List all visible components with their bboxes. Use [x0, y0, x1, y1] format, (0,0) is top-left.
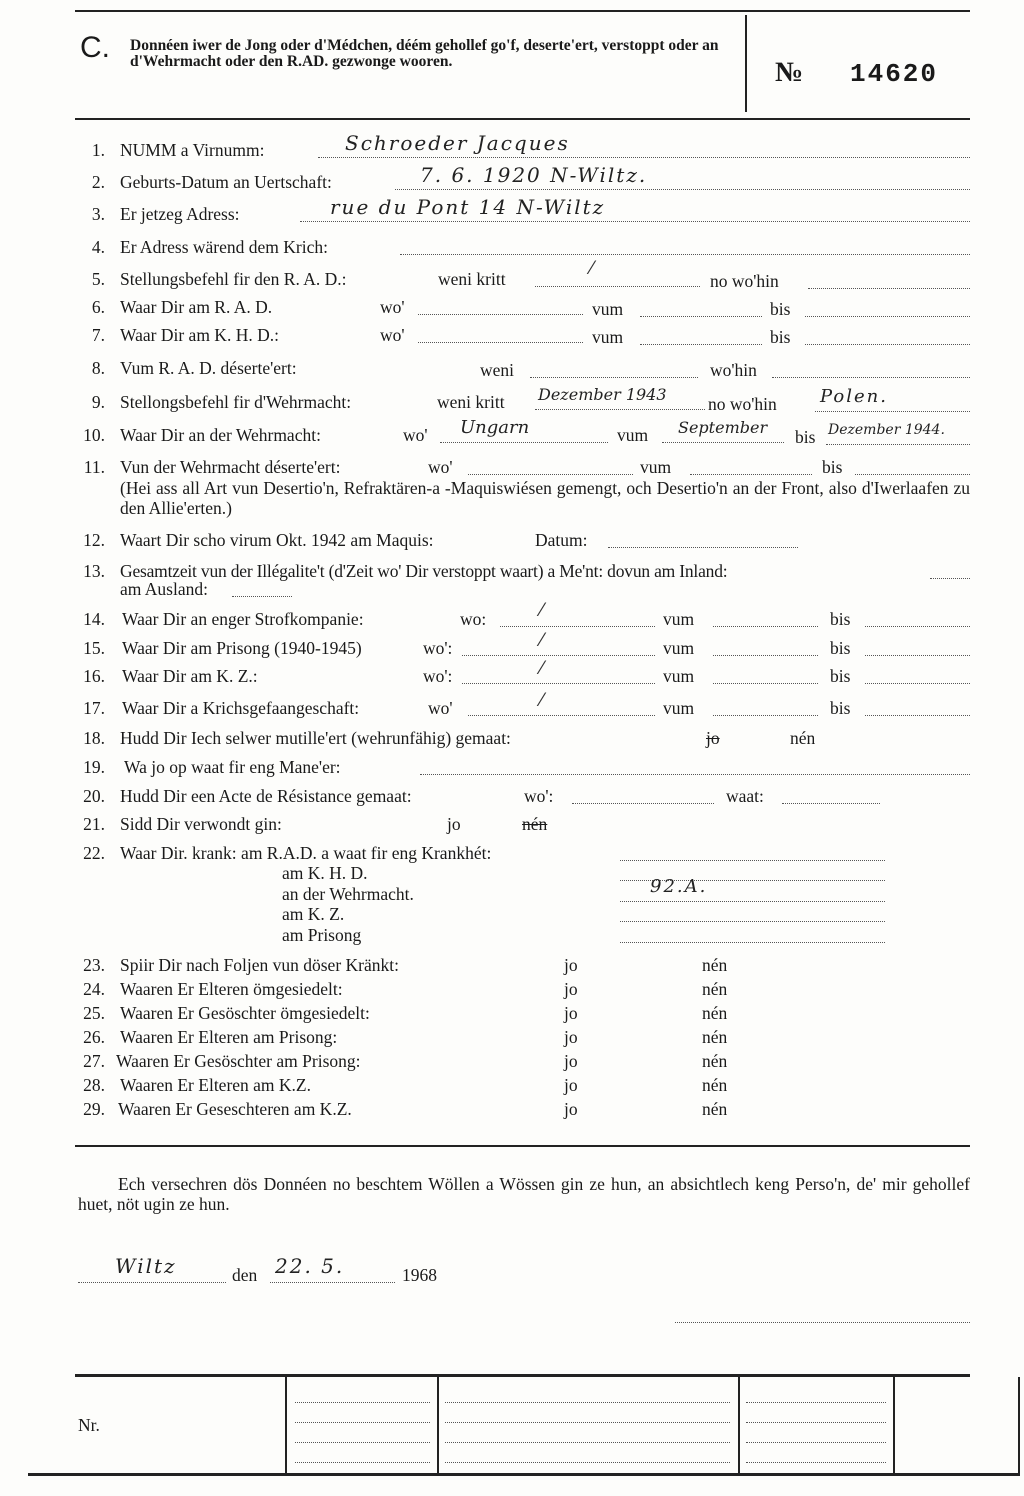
declaration-text: Ech versechren dös Donnéen no beschtem Wöllen a Wössen gin ze hun, an absichtlech keng Perso'n, de' mir gehollef huet, nöt ugin ze hun. [78, 1174, 970, 1214]
option-no[interactable]: nén [702, 1099, 728, 1119]
option-no[interactable]: nén [702, 955, 728, 975]
field[interactable] [608, 530, 798, 548]
table-divider [1018, 1377, 1020, 1475]
row-label: wo' [428, 457, 453, 477]
field[interactable] [713, 666, 818, 684]
row-label: am Prisong [282, 925, 362, 945]
row-label: Spiir Dir nach Foljen vun döser Kränkt: [120, 955, 399, 975]
row-number: 10. [83, 425, 105, 445]
row-number: 16. [83, 666, 105, 686]
table-field[interactable] [295, 1425, 430, 1443]
row-number: 7. [91, 325, 105, 345]
option-no[interactable]: nén [702, 1075, 728, 1095]
field[interactable] [620, 843, 885, 861]
row-number: 12. [83, 530, 105, 550]
handwritten-value: Polen. [820, 386, 888, 407]
option-yes[interactable]: jo [706, 728, 720, 748]
handwritten-value: Dezember 1944. [828, 422, 945, 438]
dash-mark: ⁄ [590, 258, 594, 279]
row-label: Waar Dir am K. Z.: [122, 666, 258, 686]
row-label: Waar Dir. krank: am R.A.D. a waat fir eng Krankhét: [120, 843, 492, 863]
field[interactable] [418, 325, 583, 343]
row-label: Datum: [535, 530, 588, 550]
row-number: 13. [83, 561, 105, 581]
war-address-field[interactable] [400, 237, 970, 255]
row-label: Waar Dir an der Wehrmacht: [120, 425, 321, 445]
row-label: bis [795, 427, 816, 447]
option-no[interactable]: nén [702, 1003, 728, 1023]
field[interactable] [855, 457, 970, 475]
option-no[interactable]: nén [522, 814, 548, 834]
row-number: 5. [91, 269, 105, 289]
handwritten-value: Ungarn [460, 417, 530, 438]
row-label: weni [480, 360, 515, 380]
dash-mark: ⁄ [540, 600, 544, 621]
row-label: am K. H. D. [282, 863, 368, 883]
row-number: 20. [83, 786, 105, 806]
row-label: Waar Dir am Prisong (1940-1945) [122, 638, 362, 658]
row-label: Wa jo op waat fir eng Mane'er: [124, 757, 341, 777]
row-label: Waaren Er Geseschteren am K.Z. [118, 1099, 352, 1119]
field[interactable] [690, 457, 812, 475]
row-number: 8. [91, 358, 105, 378]
row-label: vum [663, 609, 695, 629]
field[interactable] [640, 327, 762, 345]
option-no[interactable]: nén [702, 979, 728, 999]
field[interactable] [782, 786, 880, 804]
row-label: weni kritt [438, 269, 506, 289]
table-bottom-rule [28, 1473, 1020, 1476]
row-label: no wo'hin [710, 271, 779, 291]
option-yes[interactable]: jo [564, 955, 578, 975]
row-label: bis [830, 666, 851, 686]
row-label: vum [663, 698, 695, 718]
row-label: Waart Dir scho virum Okt. 1942 am Maquis: [120, 530, 434, 550]
option-yes[interactable]: jo [447, 814, 461, 834]
field[interactable] [930, 561, 970, 579]
field[interactable] [865, 666, 970, 684]
option-yes[interactable]: jo [564, 1027, 578, 1047]
section-letter: C. [80, 31, 110, 64]
date-value: 22. 5. [275, 1254, 345, 1278]
header-text: Donnéen iwer de Jong oder d'Médchen, déém gehollef go'f, deserte'ert, verstoppt oder an d'Wehrmacht oder den R.AD. gezwonge wooren. [130, 37, 719, 70]
option-no[interactable]: nén [790, 728, 816, 748]
section-rule [75, 1145, 970, 1147]
field[interactable] [865, 638, 970, 656]
option-yes[interactable]: jo [564, 1003, 578, 1023]
row-label: vum [663, 638, 695, 658]
row-label: am Ausland: [120, 579, 208, 599]
table-field[interactable] [445, 1405, 730, 1423]
field[interactable] [772, 360, 970, 378]
row-label: Waaren Er Gesöschter ömgesiedelt: [120, 1003, 370, 1023]
row-number: 17. [83, 698, 105, 718]
option-yes[interactable]: jo [564, 1051, 578, 1071]
row-label: Waaren Er Gesöschter am Prisong: [116, 1051, 361, 1071]
row-label: wo': [423, 638, 453, 658]
header-rule [75, 118, 970, 120]
row-label: Waaren Er Elteren am Prisong: [120, 1027, 338, 1047]
top-rule [75, 10, 970, 12]
row-number: 4. [91, 237, 105, 257]
table-field[interactable] [295, 1385, 430, 1403]
row-label: Waar Dir an enger Strofkompanie: [122, 609, 364, 629]
field[interactable] [462, 666, 655, 684]
row-label: wo': [423, 666, 453, 686]
field[interactable] [572, 786, 714, 804]
year-label: 1968 [402, 1265, 437, 1285]
row-number: 3. [91, 204, 105, 224]
row-label: Waar Dir a Krichsgefaangeschaft: [122, 698, 360, 718]
field[interactable] [620, 925, 885, 943]
row-number: 29. [83, 1099, 105, 1119]
option-yes[interactable]: jo [564, 979, 578, 999]
table-field[interactable] [295, 1405, 430, 1423]
name-value: Schroeder Jacques [345, 131, 570, 155]
row-label: bis [830, 638, 851, 658]
option-no[interactable]: nén [702, 1051, 728, 1071]
row-number: 6. [91, 297, 105, 317]
row-label: vum [592, 327, 624, 347]
row-number: 28. [83, 1075, 105, 1095]
row-label: Stellungsbefehl fir den R. A. D.: [120, 269, 347, 289]
field[interactable] [500, 609, 655, 627]
field[interactable] [620, 904, 885, 922]
nr-label: Nr. [78, 1415, 100, 1435]
field[interactable] [420, 757, 970, 775]
field[interactable] [468, 698, 655, 716]
den-label: den [232, 1265, 258, 1285]
row-label: wo'hin [710, 360, 757, 380]
row-number: 14. [83, 609, 105, 629]
table-top-rule [75, 1374, 970, 1377]
handwritten-value: 92.A. [650, 876, 708, 897]
table-divider [437, 1377, 439, 1473]
row-label: Sidd Dir verwondt gin: [120, 814, 282, 834]
row-number: 27. [83, 1051, 105, 1071]
field[interactable] [713, 638, 818, 656]
row-label: waat: [726, 786, 764, 806]
table-field[interactable] [445, 1385, 730, 1403]
table-divider [893, 1377, 895, 1473]
rad-when-field[interactable] [535, 269, 700, 287]
field[interactable] [805, 299, 970, 317]
row-number: 15. [83, 638, 105, 658]
option-yes[interactable]: jo [564, 1099, 578, 1119]
row-number: 11. [83, 457, 105, 477]
row-label: Waaren Er Elteren ömgesiedelt: [120, 979, 343, 999]
row-number: 2. [91, 172, 105, 192]
row-label: an der Wehrmacht. [282, 884, 414, 904]
row-label: Vun der Wehrmacht déserte'ert: [120, 457, 341, 477]
table-divider [285, 1377, 287, 1473]
dash-mark: ⁄ [540, 658, 544, 679]
birth-value: 7. 6. 1920 N-Wiltz. [420, 163, 648, 187]
row-label: Hudd Dir een Acte de Résistance gemaat: [120, 786, 412, 806]
row-label: bis [822, 457, 843, 477]
field[interactable] [865, 698, 970, 716]
row-label: am K. Z. [282, 904, 345, 924]
field[interactable] [640, 299, 762, 317]
handwritten-value: September [678, 418, 768, 437]
row-label: Waaren Er Elteren am K.Z. [120, 1075, 311, 1095]
row-label: wo' [380, 297, 405, 317]
row-number: 23. [83, 955, 105, 975]
row-label: Waar Dir am R. A. D. [120, 297, 273, 317]
handwritten-value: Dezember 1943 [538, 385, 667, 404]
rad-where-field[interactable] [808, 271, 970, 289]
dash-mark: ⁄ [540, 630, 544, 651]
row-number: 19. [83, 757, 105, 777]
row-label: Gesamtzeit vun der Illégalite't (d'Zeit wo' Dir verstoppt waart) a Me'nt: dovun am Inland: [120, 561, 728, 581]
table-field[interactable] [445, 1445, 730, 1463]
desertion-note: (Hei ass all Art vun Desertio'n, Refraktären-a -Maquiswiésen gemengt, och Desertio'n an der Front, also d'Iwerlaafen zu den Allie'erten.) [120, 478, 970, 518]
signature-field[interactable] [675, 1305, 970, 1323]
row-label: no wo'hin [708, 394, 777, 414]
option-yes[interactable]: jo [564, 1075, 578, 1095]
row-number: 21. [83, 814, 105, 834]
row-label: bis [770, 327, 791, 347]
table-field[interactable] [746, 1405, 886, 1423]
row-number: 1. [91, 140, 105, 160]
field[interactable] [418, 297, 583, 315]
war-address-label: Er Adress wärend dem Krich: [120, 237, 328, 257]
row-number: 25. [83, 1003, 105, 1023]
field[interactable] [805, 327, 970, 345]
table-field[interactable] [746, 1425, 886, 1443]
field[interactable] [713, 609, 818, 627]
row-label: bis [770, 299, 791, 319]
row-label: wo: [460, 609, 487, 629]
row-label: Vum R. A. D. déserte'ert: [120, 358, 297, 378]
row-label: Waar Dir am K. H. D.: [120, 325, 279, 345]
row-label: Hudd Dir Iech selwer mutille'ert (wehrunfähig) gemaat: [120, 728, 511, 748]
row-label: vum [592, 299, 624, 319]
birth-label: Geburts-Datum an Uertschaft: [120, 172, 332, 192]
row-label: Stellongsbefehl fir d'Wehrmacht: [120, 392, 352, 412]
row-label: vum [663, 666, 695, 686]
option-no[interactable]: nén [702, 1027, 728, 1047]
row-label: vum [617, 425, 649, 445]
field[interactable] [462, 638, 655, 656]
row-number: 18. [83, 728, 105, 748]
row-number: 24. [83, 979, 105, 999]
row-number: 22. [83, 843, 105, 863]
number-sign: № [775, 57, 804, 88]
form-number: 14620 [850, 59, 939, 89]
name-label: NUMM a Virnumm: [120, 140, 265, 160]
table-field[interactable] [746, 1385, 886, 1403]
row-label: wo' [380, 325, 405, 345]
row-number: 9. [91, 392, 105, 412]
address-label: Er jetzeg Adress: [120, 204, 240, 224]
place-value: Wiltz [115, 1254, 177, 1278]
table-field[interactable] [295, 1445, 430, 1463]
field[interactable] [713, 698, 818, 716]
row-label: wo' [403, 425, 428, 445]
address-value: rue du Pont 14 N-Wiltz [330, 195, 606, 219]
field[interactable] [468, 457, 633, 475]
dash-mark: ⁄ [540, 690, 544, 711]
header-divider [745, 15, 747, 112]
field[interactable] [530, 360, 698, 378]
table-field[interactable] [445, 1425, 730, 1443]
row-label: vum [640, 457, 672, 477]
row-label: wo': [524, 786, 554, 806]
field[interactable] [865, 609, 970, 627]
row-number: 26. [83, 1027, 105, 1047]
field[interactable] [232, 579, 292, 597]
row-label: wo' [428, 698, 453, 718]
row-label: bis [830, 698, 851, 718]
table-divider [738, 1377, 740, 1473]
table-field[interactable] [746, 1445, 886, 1463]
row-label: weni kritt [437, 392, 505, 412]
row-label: bis [830, 609, 851, 629]
